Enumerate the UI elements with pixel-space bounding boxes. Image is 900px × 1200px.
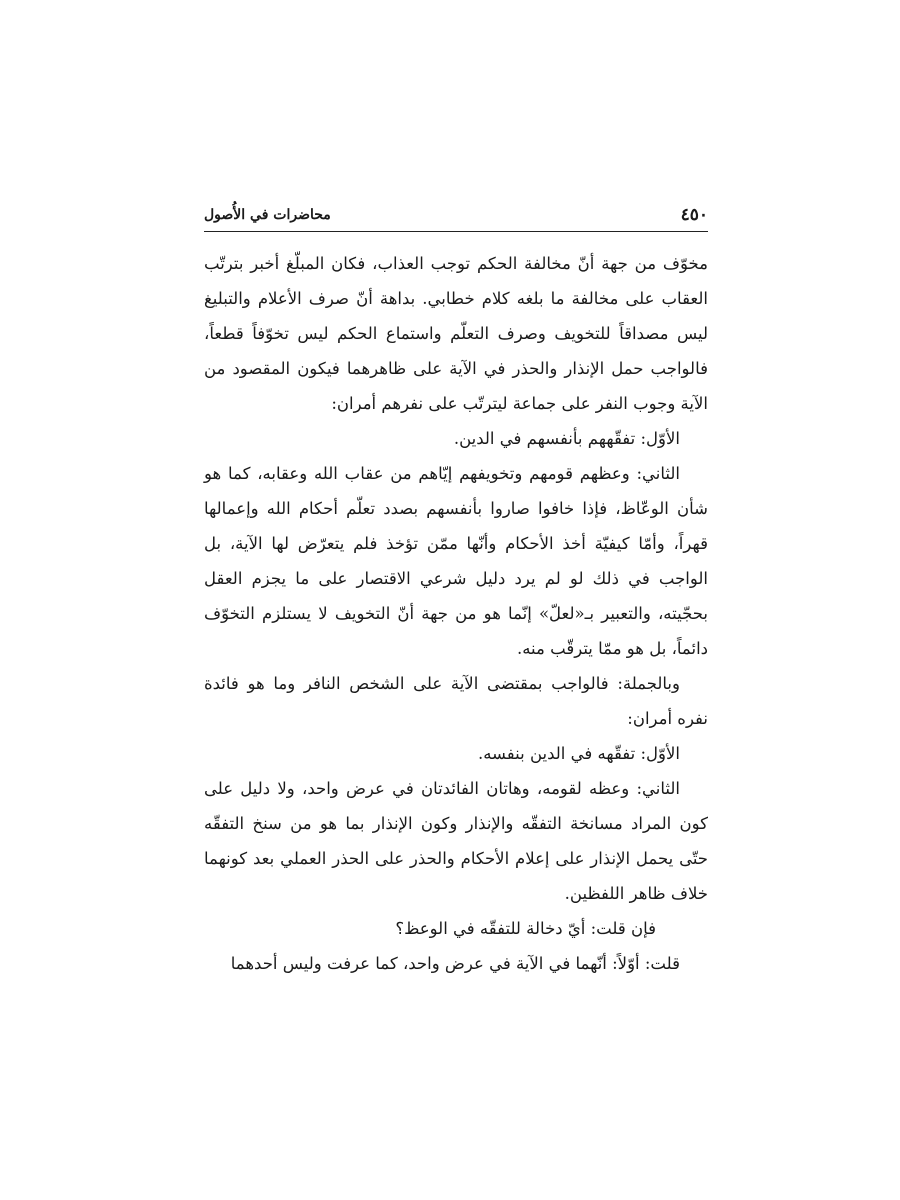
paragraph: مخوّف من جهة أنّ مخالفة الحكم توجب العذاب، فكان المبلّغ أخبر بترتّب العقاب على مخالفة ما بلغه كلام خطابي. بداهة أنّ صرف الأعلام والتبليغ ليس مصداقاً للتخويف وصرف التعلّم واستماع الحكم ليس تخوّفاً قطعاً، فالواجب حمل الإنذار والحذر في الآية على ظاهرهما فيكون المقصود من الآية وجوب النفر على جماعة ليترتّب على نفرهم أمران: <box>204 254 708 413</box>
paragraph: الأوّل: تفقّههم بأنفسهم في الدين. <box>453 429 680 448</box>
page-body <box>204 246 708 981</box>
paragraph: فإن قلت: أيّ دخالة للتفقّه في الوعظ؟ <box>395 919 656 938</box>
page-number: ٤٥٠ <box>680 205 708 225</box>
page-header <box>204 200 708 230</box>
paragraph: وبالجملة: فالواجب بمقتضى الآية على الشخص النافر وما هو فائدة نفره أمران: <box>204 674 708 728</box>
paragraph: الأوّل: تفقّهه في الدين بنفسه. <box>477 744 680 763</box>
paragraph: الثاني: وعظهم قومهم وتخويفهم إيّاهم من عقاب الله وعقابه، كما هو شأن الوعّاظ، فإذا خافوا صاروا بأنفسهم بصدد تعلّم أحكام الله وإعمالها قهراً، وأمّا كيفيّة أخذ الأحكام وأنّها ممّن تؤخذ فلم يتعرّض لها الآية، بل الواجب في ذلك لو لم يرد دليل شرعي الاقتصار على ما يجزم العقل بحجّيته، والتعبير بـ«لعلّ» إنّما هو من جهة أنّ التخويف لا يستلزم التخوّف دائماً، بل هو ممّا يترقّب منه. <box>204 464 708 658</box>
paragraph: الثاني: وعظه لقومه، وهاتان الفائدتان في عرض واحد، ولا دليل على كون المراد مسانخة التفقّه والإنذار وكون الإنذار بما هو من سنخ التفقّه حتّى يحمل الإنذار على إعلام الأحكام والحذر على الحذر العملي بعد كونهما خلاف ظاهر اللفظين. <box>204 779 708 903</box>
paragraph: قلت: أوّلاً: أنّهما في الآية في عرض واحد، كما عرفت وليس أحدهما <box>230 954 680 973</box>
header-divider <box>204 231 708 232</box>
book-title: محاضرات في الأُصول <box>204 207 331 223</box>
